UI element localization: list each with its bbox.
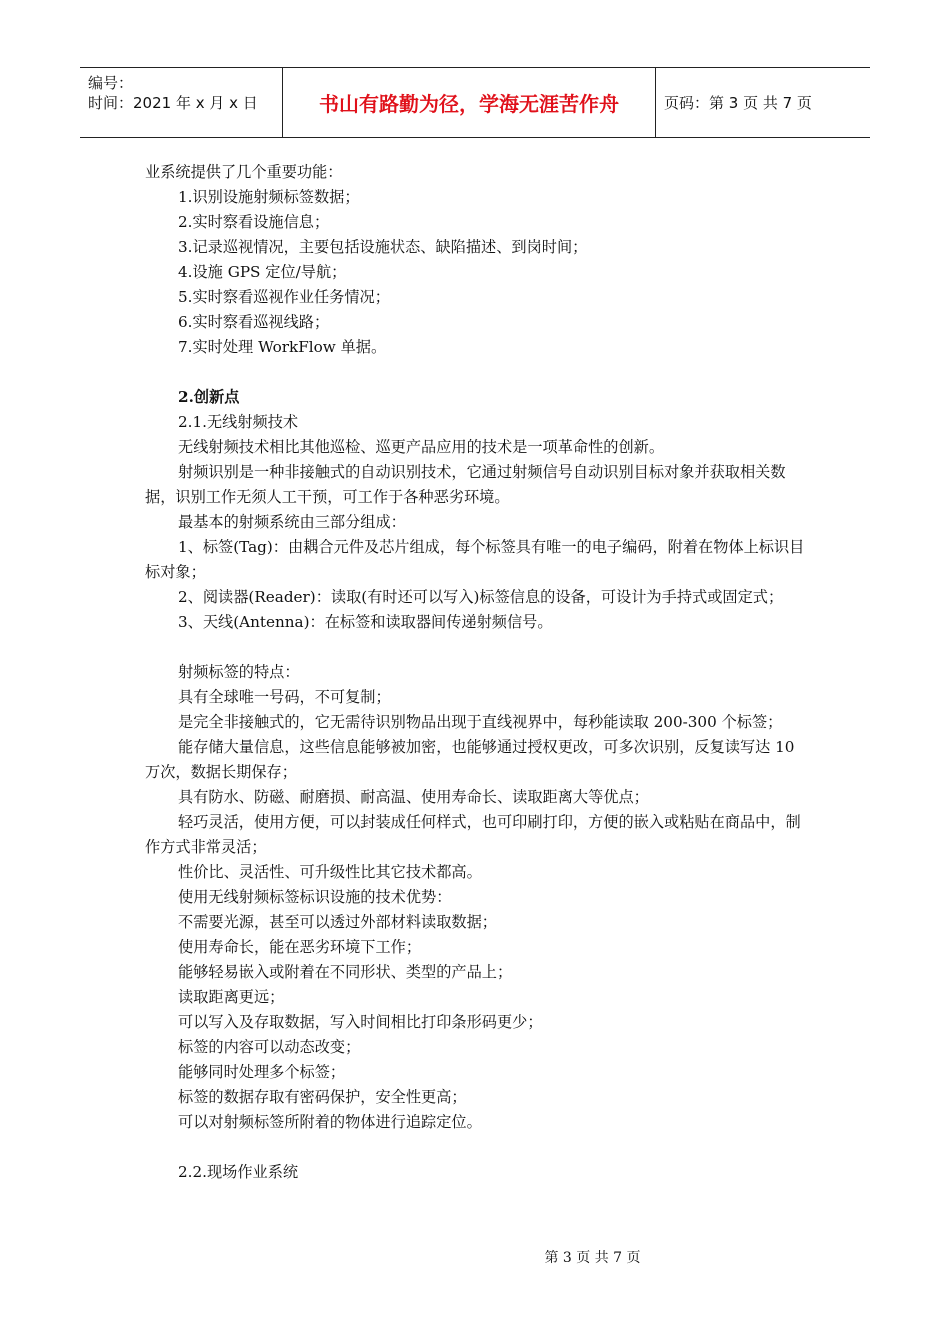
header-page-number: 页码：第 3 页 共 7 页 xyxy=(664,94,812,112)
paragraph: 能够同时处理多个标签； xyxy=(178,1063,346,1081)
paragraph: 最基本的射频系统由三部分组成： xyxy=(178,513,406,531)
list-item: 4.设施 GPS 定位/导航； xyxy=(178,263,347,281)
paragraph: 具有全球唯一号码，不可复制； xyxy=(178,688,391,706)
paragraph: 轻巧灵活，使用方便，可以封装成任何样式，也可印刷打印，方便的嵌入或粘贴在商品中，制作方式非常灵活； xyxy=(145,813,801,856)
paragraph: 是完全非接触式的，它无需待识别物品出现于直线视界中，每秒能读取 200-300 个标签； xyxy=(178,713,783,731)
footer-page-number: 第 3 页 共 7 页 xyxy=(544,1250,641,1266)
spacer xyxy=(145,1135,810,1160)
paragraph: 可以对射频标签所附着的物体进行追踪定位。 xyxy=(178,1113,482,1131)
paragraph: 读取距离更远； xyxy=(178,988,285,1006)
paragraph: 业系统提供了几个重要功能： xyxy=(145,163,343,181)
document-number-label: 编号： xyxy=(88,74,134,92)
paragraph: 标签的内容可以动态改变； xyxy=(178,1038,361,1056)
paragraph: 可以写入及存取数据，写入时间相比打印条形码更少； xyxy=(178,1013,543,1031)
paragraph: 3、天线(Antenna)：在标签和读取器间传递射频信号。 xyxy=(178,613,553,631)
subsection-heading: 2.2.现场作业系统 xyxy=(178,1163,299,1181)
list-item: 1.识别设施射频标签数据； xyxy=(178,188,360,206)
paragraph: 1、标签(Tag)：由耦合元件及芯片组成，每个标签具有唯一的电子编码，附着在物体上标识目标对象； xyxy=(145,538,805,581)
paragraph: 射频标签的特点： xyxy=(178,663,300,681)
page-header xyxy=(80,67,870,138)
subsection-heading: 2.1.无线射频技术 xyxy=(178,413,299,431)
paragraph: 标签的数据存取有密码保护，安全性更高； xyxy=(178,1088,467,1106)
paragraph: 射频识别是一种非接触式的自动识别技术，它通过射频信号自动识别目标对象并获取相关数据，识别工作无须人工干预，可工作于各种恶劣环境。 xyxy=(145,463,786,506)
spacer xyxy=(145,635,810,660)
list-item: 6.实时察看巡视线路； xyxy=(178,313,330,331)
page-footer xyxy=(0,1247,950,1267)
paragraph: 使用无线射频标签标识设施的技术优势： xyxy=(178,888,452,906)
header-motto-cell xyxy=(282,68,656,137)
paragraph: 不需要光源，甚至可以透过外部材料读取数据； xyxy=(178,913,497,931)
document-time-label: 时间：2021 年 x 月 x 日 xyxy=(88,94,258,112)
paragraph: 具有防水、防磁、耐磨损、耐高温、使用寿命长、读取距离大等优点； xyxy=(178,788,649,806)
spacer xyxy=(145,360,810,385)
list-item: 5.实时察看巡视作业任务情况； xyxy=(178,288,390,306)
section-heading: 2.创新点 xyxy=(178,388,240,406)
list-item: 2.实时察看设施信息； xyxy=(178,213,330,231)
header-meta xyxy=(80,68,282,137)
paragraph: 2、阅读器(Reader)：读取(有时还可以写入)标签信息的设备，可设计为手持式或固定式； xyxy=(178,588,784,606)
paragraph: 能存储大量信息，这些信息能够被加密，也能够通过授权更改，可多次识别，反复读写达 10 万次，数据长期保存； xyxy=(145,738,795,781)
paragraph: 无线射频技术相比其他巡检、巡更产品应用的技术是一项革命性的创新。 xyxy=(178,438,664,456)
list-item: 3.记录巡视情况，主要包括设施状态、缺陷描述、到岗时间； xyxy=(178,238,588,256)
paragraph: 能够轻易嵌入或附着在不同形状、类型的产品上； xyxy=(178,963,513,981)
document-body xyxy=(145,160,810,1185)
paragraph: 使用寿命长，能在恶劣环境下工作； xyxy=(178,938,421,956)
list-item: 7.实时处理 WorkFlow 单据。 xyxy=(178,338,387,356)
header-motto: 书山有路勤为径，学海无涯苦作舟 xyxy=(319,92,619,116)
paragraph: 性价比、灵活性、可升级性比其它技术都高。 xyxy=(178,863,482,881)
